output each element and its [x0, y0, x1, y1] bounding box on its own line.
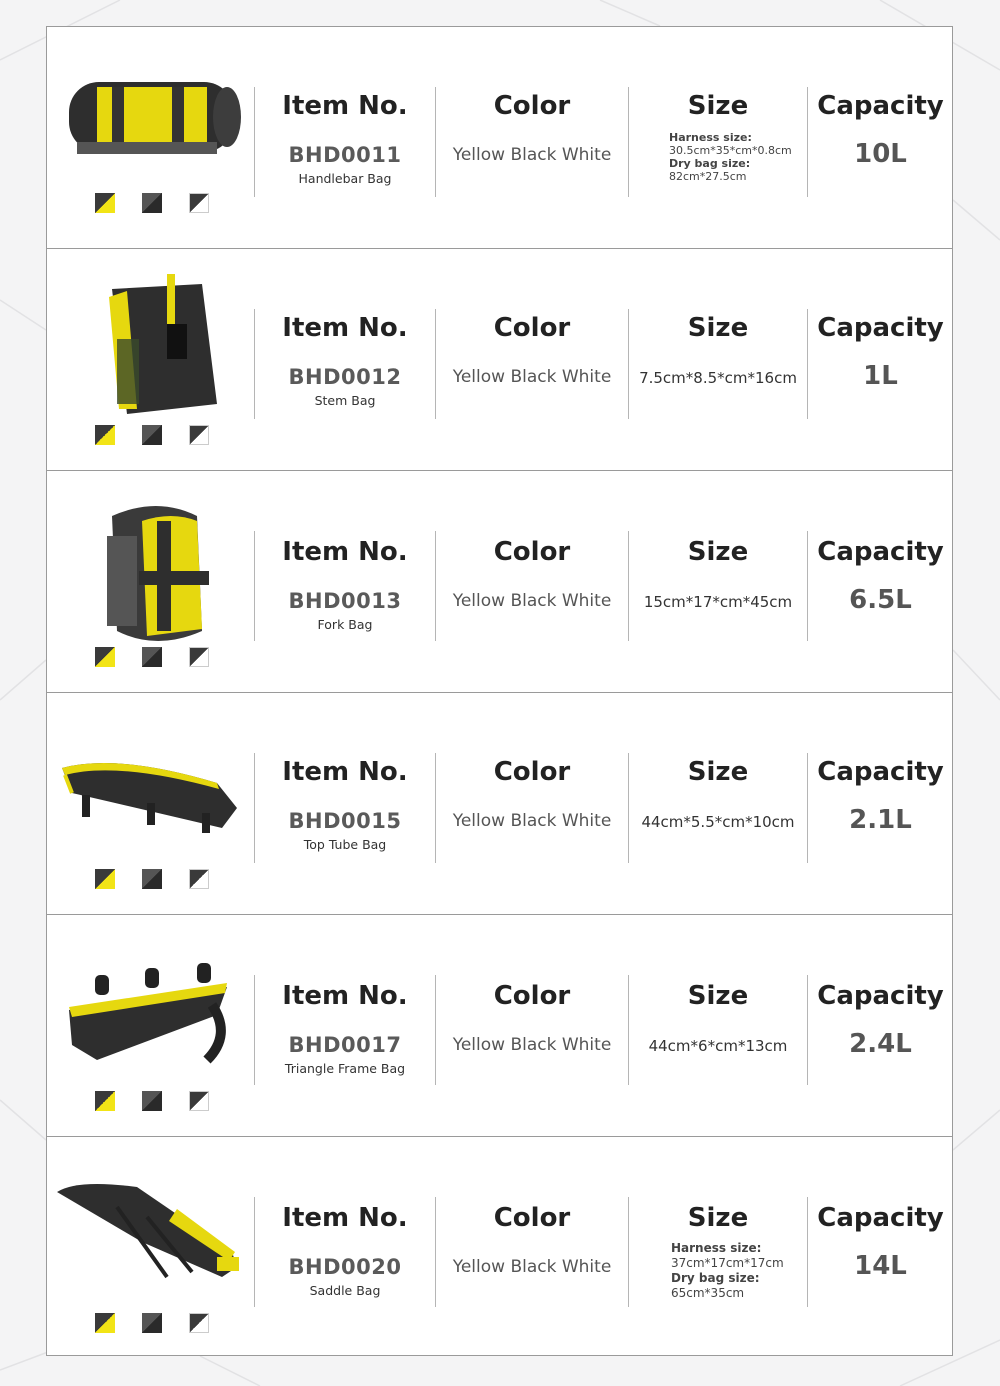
yellow-swatch — [95, 193, 115, 213]
white-swatch — [189, 1313, 209, 1333]
product-table — [46, 26, 953, 1356]
size-value: 44cm*6*cm*13cm — [648, 1037, 788, 1055]
size-details: Harness size: 37cm*17cm*17cm Dry bag size: 65cm*35cm — [671, 1241, 784, 1300]
table-row — [47, 692, 952, 914]
color-value: Yellow Black White — [452, 145, 612, 165]
size-header: Size — [687, 537, 749, 567]
black-swatch — [142, 1313, 162, 1333]
product-name: Saddle Bag — [309, 1283, 381, 1298]
size-value: 15cm*17*cm*45cm — [643, 593, 793, 611]
triangle-frame-bag-image — [57, 935, 247, 1085]
item-no-header: Item No. — [282, 1203, 408, 1233]
white-swatch — [189, 193, 209, 213]
saddle-bag-image — [57, 1157, 247, 1307]
item-no-header: Item No. — [282, 537, 408, 567]
item-no-header: Item No. — [282, 313, 408, 343]
product-name: Fork Bag — [317, 617, 373, 632]
color-swatches — [95, 193, 209, 213]
size-details: Harness size: 30.5cm*35*cm*0.8cm Dry bag size: 82cm*27.5cm — [669, 131, 792, 183]
capacity-header: Capacity — [817, 757, 944, 787]
capacity-header: Capacity — [817, 981, 944, 1011]
color-value: Yellow Black White — [452, 1035, 612, 1055]
yellow-swatch — [95, 1313, 115, 1333]
black-swatch — [142, 425, 162, 445]
color-header: Color — [493, 91, 571, 121]
item-number: BHD0011 — [288, 143, 402, 167]
top-tube-bag-image — [57, 713, 247, 863]
item-number: BHD0015 — [288, 809, 402, 833]
color-swatches — [95, 1091, 209, 1111]
table-row — [47, 248, 952, 470]
white-swatch — [189, 425, 209, 445]
item-no-header: Item No. — [282, 757, 408, 787]
capacity-value: 2.1L — [849, 805, 912, 835]
size-header: Size — [687, 313, 749, 343]
color-value: Yellow Black White — [452, 811, 612, 831]
size-value: 44cm*5.5*cm*10cm — [641, 813, 795, 831]
table-row — [47, 470, 952, 692]
yellow-swatch — [95, 869, 115, 889]
capacity-header: Capacity — [817, 1203, 944, 1233]
color-swatches — [95, 425, 209, 445]
handlebar-bag-image — [57, 47, 247, 197]
item-number: BHD0017 — [288, 1033, 402, 1057]
product-name: Handlebar Bag — [298, 171, 392, 186]
product-name: Stem Bag — [314, 393, 376, 408]
color-header: Color — [493, 313, 571, 343]
capacity-value: 1L — [863, 361, 898, 391]
color-swatches — [95, 647, 209, 667]
color-value: Yellow Black White — [452, 1257, 612, 1277]
color-header: Color — [493, 981, 571, 1011]
size-header: Size — [687, 1203, 749, 1233]
capacity-header: Capacity — [817, 313, 944, 343]
table-row — [47, 1136, 952, 1355]
item-number: BHD0012 — [288, 365, 402, 389]
table-row — [47, 27, 952, 248]
item-number: BHD0013 — [288, 589, 402, 613]
yellow-swatch — [95, 1091, 115, 1111]
color-header: Color — [493, 757, 571, 787]
black-swatch — [142, 647, 162, 667]
black-swatch — [142, 1091, 162, 1111]
capacity-header: Capacity — [817, 91, 944, 121]
color-value: Yellow Black White — [452, 591, 612, 611]
white-swatch — [189, 647, 209, 667]
product-name: Top Tube Bag — [303, 837, 387, 852]
table-row — [47, 914, 952, 1136]
size-header: Size — [687, 981, 749, 1011]
white-swatch — [189, 869, 209, 889]
yellow-swatch — [95, 647, 115, 667]
item-no-header: Item No. — [282, 91, 408, 121]
yellow-swatch — [95, 425, 115, 445]
capacity-value: 14L — [854, 1251, 907, 1281]
capacity-value: 6.5L — [849, 585, 912, 615]
item-no-header: Item No. — [282, 981, 408, 1011]
product-name: Triangle Frame Bag — [284, 1061, 406, 1076]
color-header: Color — [493, 537, 571, 567]
size-value: 7.5cm*8.5*cm*16cm — [639, 369, 797, 387]
color-swatches — [95, 1313, 209, 1333]
black-swatch — [142, 869, 162, 889]
fork-bag-image — [57, 491, 247, 641]
black-swatch — [142, 193, 162, 213]
capacity-value: 10L — [854, 139, 907, 169]
item-number: BHD0020 — [288, 1255, 402, 1279]
color-swatches — [95, 869, 209, 889]
stem-bag-image — [57, 269, 247, 419]
capacity-value: 2.4L — [849, 1029, 912, 1059]
color-header: Color — [493, 1203, 571, 1233]
size-header: Size — [687, 91, 749, 121]
white-swatch — [189, 1091, 209, 1111]
size-header: Size — [687, 757, 749, 787]
capacity-header: Capacity — [817, 537, 944, 567]
color-value: Yellow Black White — [452, 367, 612, 387]
